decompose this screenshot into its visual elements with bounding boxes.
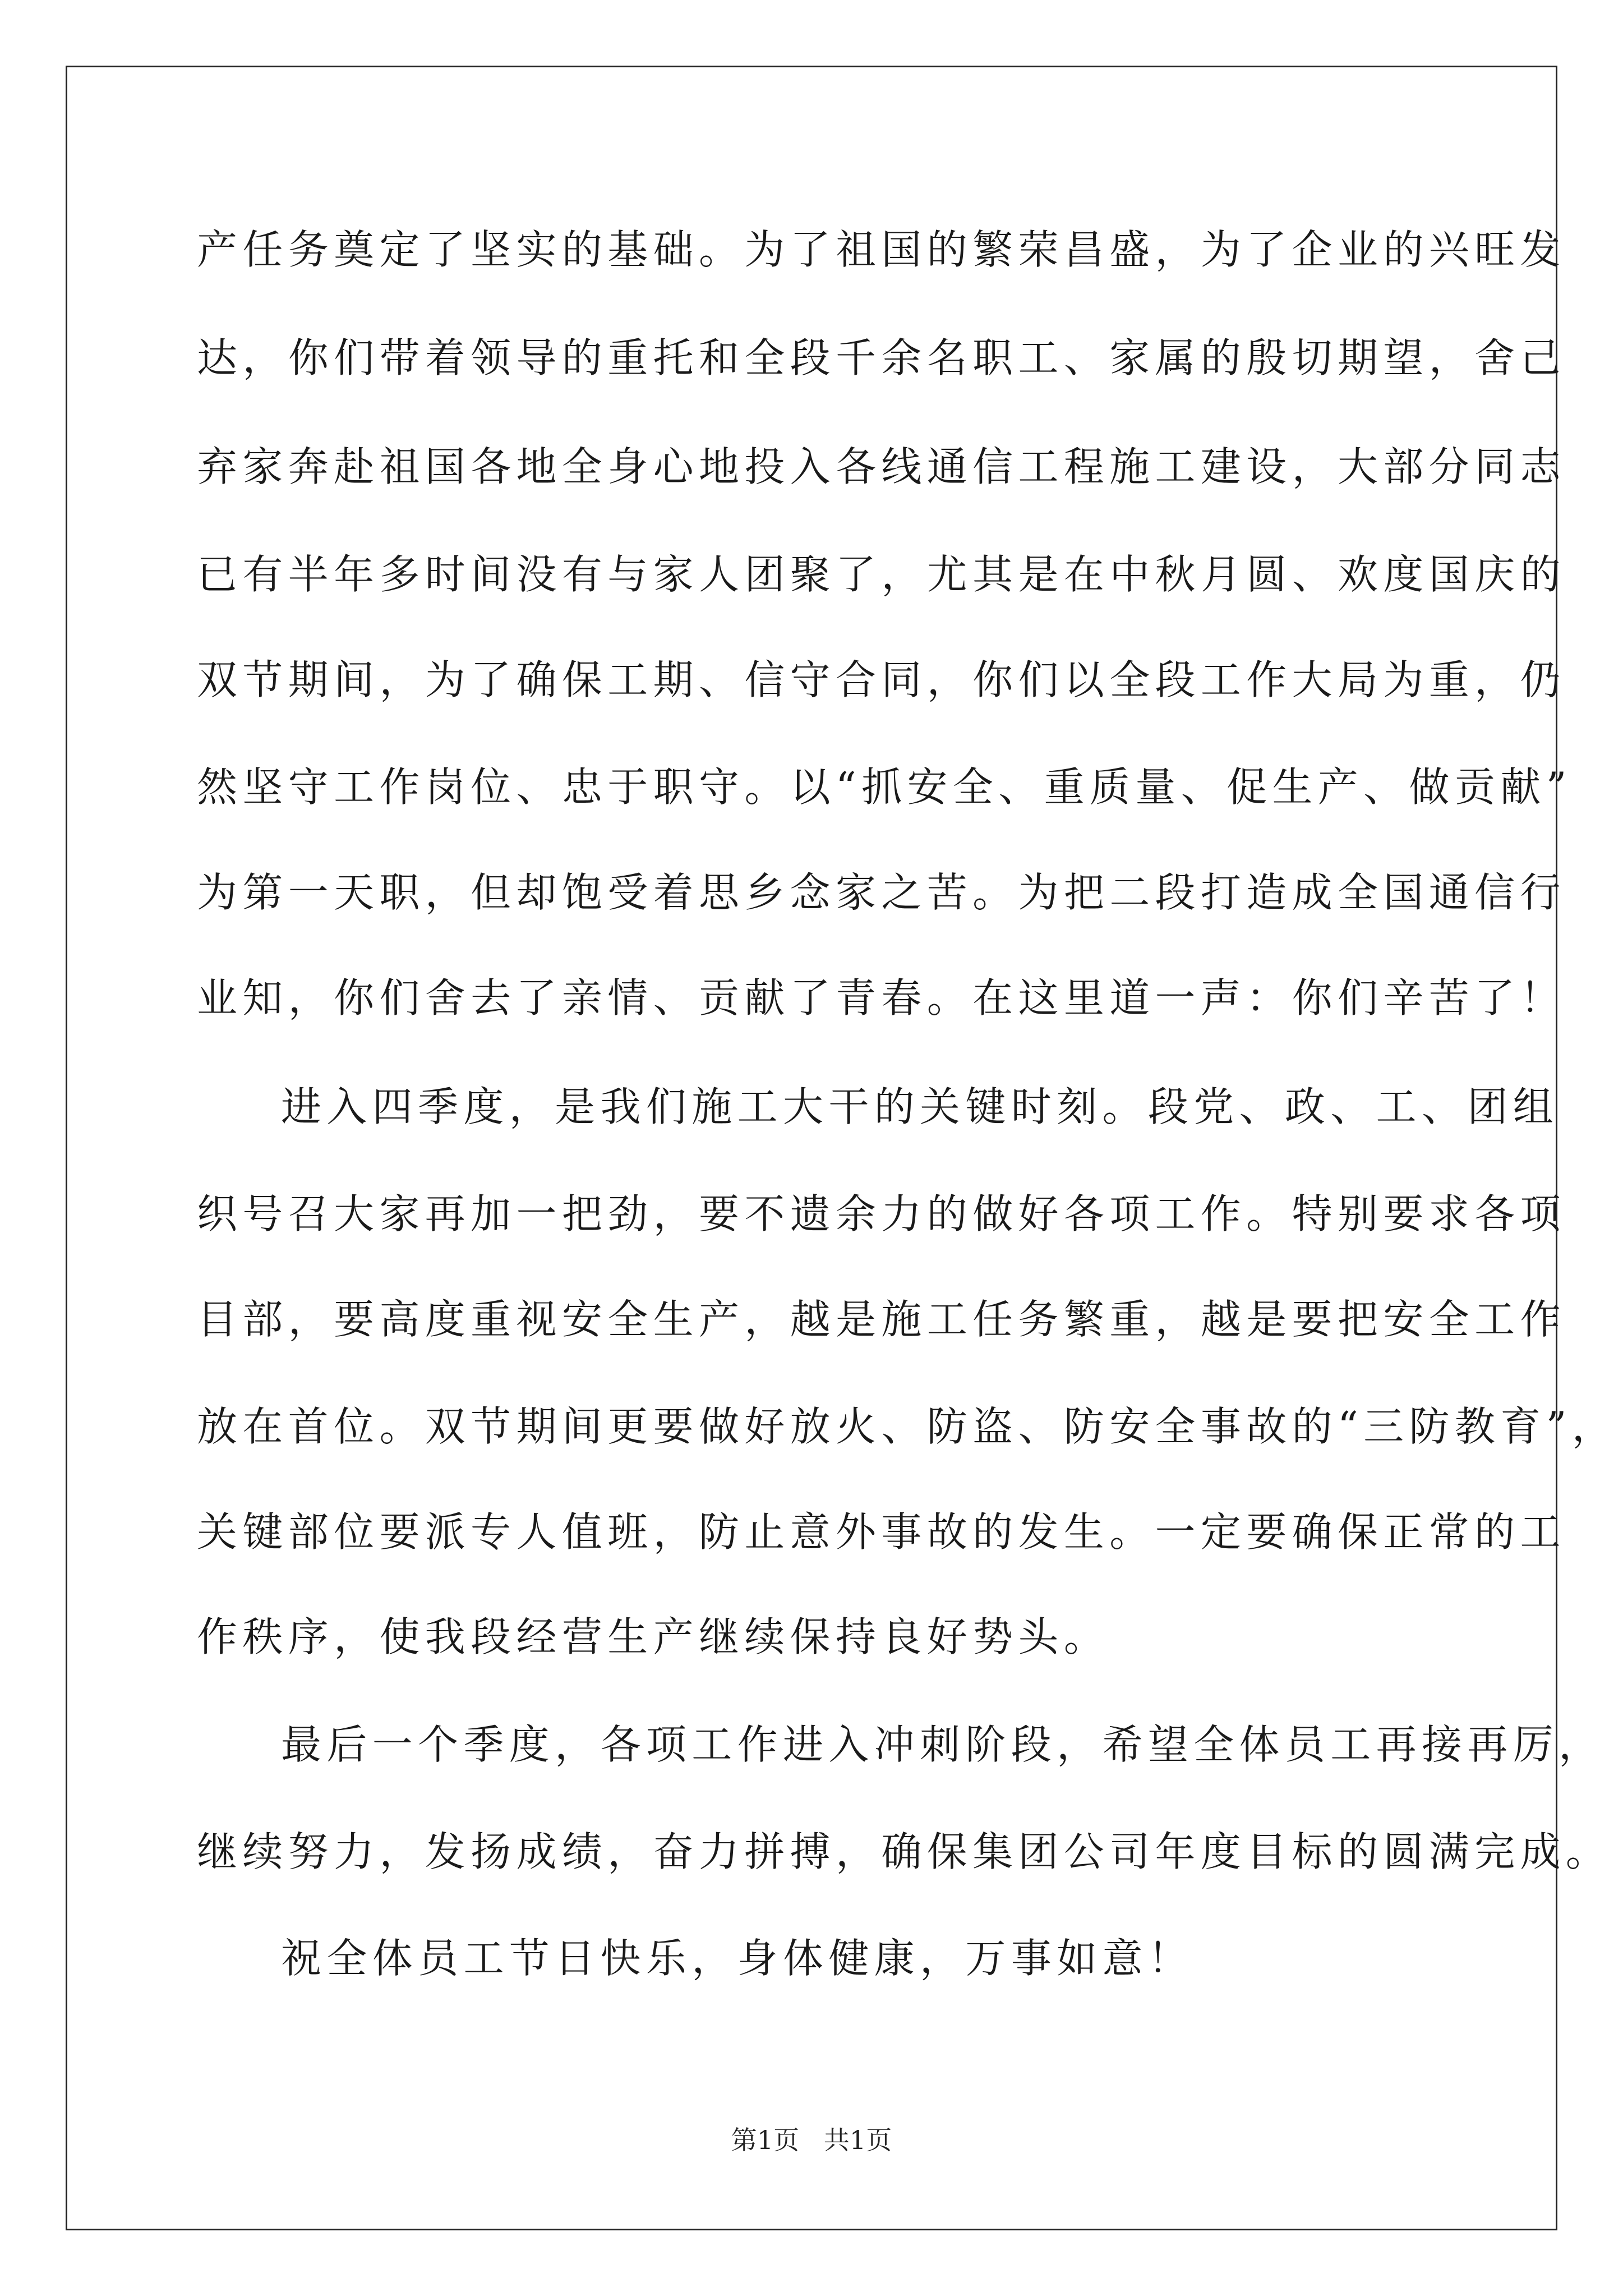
text-line: 业知，你们舍去了亲情、贡献了青春。在这里道一声：你们辛苦了！ [197,974,1566,1022]
text-line: 目部，要高度重视安全生产，越是施工任务繁重，越是要把安全工作 [197,1296,1566,1343]
text-line: 放在首位。双节期间更要做好放火、防盗、防安全事故的“三防教育”， [197,1403,1618,1450]
text-line: 然坚守工作岗位、忠于职守。以“抓安全、重质量、促生产、做贡献” [197,763,1572,811]
paragraph-first-line: 进入四季度，是我们施工大干的关键时刻。段党、政、工、团组 [281,1083,1559,1130]
text-line: 达，你们带着领导的重托和全段千余名职工、家属的殷切期望，舍己 [197,334,1566,381]
text-line: 作秩序，使我段经营生产继续保持良好势头。 [197,1613,1110,1660]
text-line: 弃家奔赴祖国各地全身心地投入各线通信工程施工建设，大部分同志 [197,443,1566,490]
paragraph-first-line: 祝全体员工节日快乐，身体健康，万事如意！ [281,1935,1194,1982]
text-line: 双节期间，为了确保工期、信守合同，你们以全段工作大局为重，仍 [197,656,1566,703]
page-number: 第1页 共1页 [731,2125,892,2155]
text-line: 产任务奠定了坚实的基础。为了祖国的繁荣昌盛，为了企业的兴旺发 [197,226,1566,273]
text-line: 关键部位要派专人值班，防止意外事故的发生。一定要确保正常的工 [197,1508,1566,1556]
text-line: 织号召大家再加一把劲，要不遗余力的做好各项工作。特别要求各项 [197,1190,1566,1237]
paragraph-first-line: 最后一个季度，各项工作进入冲刺阶段，希望全体员工再接再厉， [281,1721,1604,1768]
text-line: 为第一天职，但却饱受着思乡念家之苦。为把二段打造成全国通信行 [197,869,1566,916]
text-line: 继续努力，发扬成绩，奋力拼搏，确保集团公司年度目标的圆满完成。 [197,1828,1612,1875]
text-line: 已有半年多时间没有与家人团聚了，尤其是在中秋月圆、欢度国庆的 [197,551,1566,598]
